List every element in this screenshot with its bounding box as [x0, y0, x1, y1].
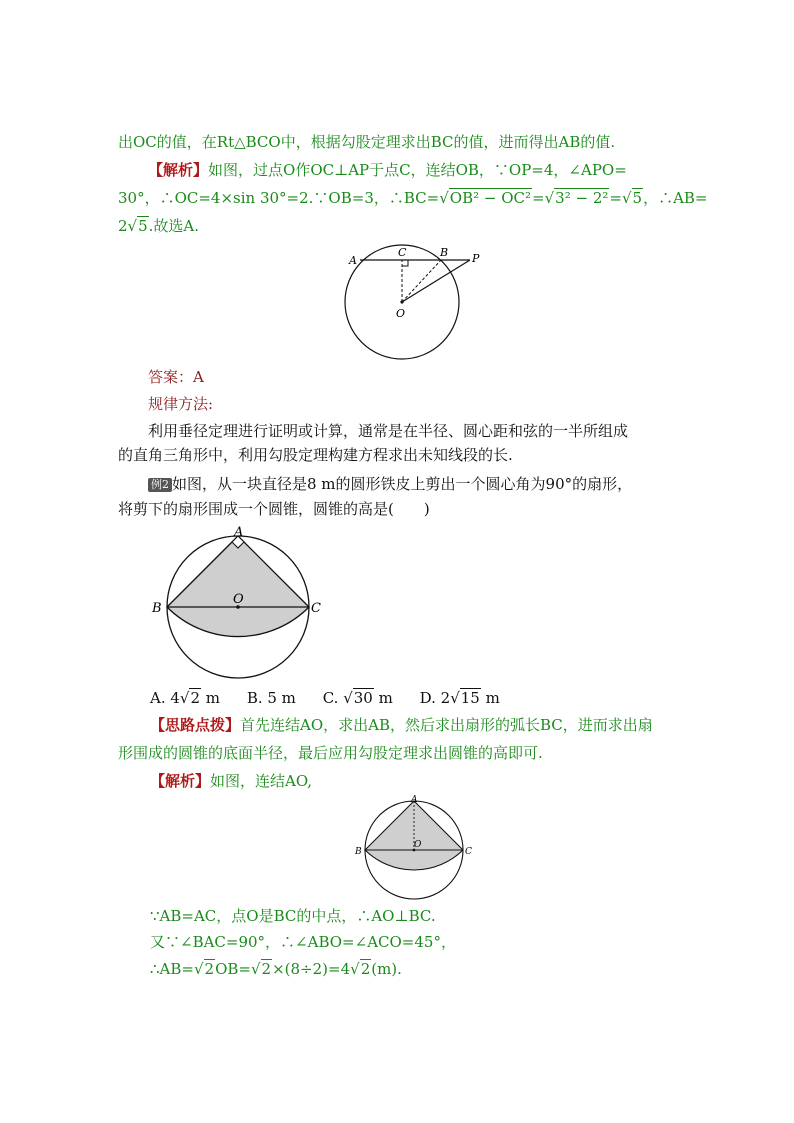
calc-end: ，∴AB=: [643, 189, 708, 207]
proof-3-mid-2: ×(8÷2)=4: [272, 960, 351, 978]
proof-3-mid: OB=: [215, 960, 251, 978]
label-C: C: [398, 246, 407, 259]
option-d-unit: m: [480, 689, 500, 707]
method-line-2: [118, 443, 678, 467]
figure-sector-circle-small: [350, 795, 480, 903]
label-B: B: [440, 246, 449, 259]
hint-text-2: 形围成的圆锥的底面半径，最后应用勾股定理求出圆锥的高即可.: [118, 744, 543, 762]
equals-sign-2: =: [609, 189, 622, 207]
radicand-4: 5: [138, 217, 148, 235]
proof-3-end: (m).: [371, 960, 402, 978]
option-d-text: D. 2: [419, 689, 451, 707]
proof-3-radicand-2: 2: [261, 960, 272, 978]
right-angle-mark: [402, 260, 408, 266]
option-a-unit: m: [201, 689, 221, 707]
option-c-radicand: 30: [353, 689, 373, 707]
figure-circle-chord: [340, 240, 490, 362]
label-A: A: [234, 525, 244, 540]
solution-text: 如图，过点O作OC⊥AP于点C，连结OB，∵OP=4，∠APO=: [208, 161, 627, 179]
solution2-tag: 【解析】: [150, 772, 211, 790]
proof-3-radicand-3: 2: [360, 960, 371, 978]
radicand-2: 3² − 2²: [555, 189, 609, 207]
continuation-text: 出OC的值，在Rt△BCO中，根据勾股定理求出BC的值，进而得出AB的值.: [118, 133, 616, 151]
solution-line-1: [148, 158, 678, 182]
text-line-1: [118, 130, 678, 154]
example2-text-1: 如图，从一块直径是8 m的圆形铁皮上剪出一个圆心角为90°的扇形，: [172, 475, 633, 493]
proof-text-2: 又∵∠BAC=90°，∴∠ABO=∠ACO=45°，: [150, 933, 456, 951]
option-d: D. 2√15 m: [419, 689, 500, 707]
choose-text: .故选A.: [148, 217, 200, 235]
option-a: A. 4√2 m: [150, 689, 221, 707]
method-line-1: [148, 419, 678, 443]
figure-sector-circle: [148, 523, 328, 683]
option-a-text: A. 4: [150, 689, 180, 707]
proof-3-pre: ∴AB=: [150, 960, 194, 978]
solution2-text: 如图，连结AO,: [210, 772, 313, 790]
method-title: 规律方法:: [148, 395, 214, 413]
proof-line-3: ∴AB=√2OB=√2×(8÷2)=4√2(m).: [150, 960, 402, 978]
label-O: O: [396, 307, 406, 320]
proof-line-2: [150, 930, 710, 954]
label-O: O: [233, 592, 244, 607]
label-B: B: [355, 847, 362, 857]
hint-text-1: 首先连结AO，求出AB，然后求出扇形的弧长BC，进而求出扇: [240, 716, 653, 734]
label-A: A: [411, 795, 418, 805]
answer-text: 答案：A: [148, 368, 204, 386]
example2-text-2: 将剪下的扇形围成一个圆锥，圆锥的高是( ): [118, 500, 430, 518]
option-a-radicand: 2: [190, 689, 201, 707]
option-b: B. 5 m: [246, 689, 296, 707]
center-dot: [400, 300, 403, 303]
method-title-line: [148, 392, 708, 416]
hint-line-1: [150, 713, 678, 737]
proof-line-1: [150, 904, 710, 928]
option-c-unit: m: [373, 689, 393, 707]
radicand-1: OB² − OC²: [449, 189, 532, 207]
method-text-2: 的直角三角形中，利用勾股定理构建方程求出未知线段的长.: [118, 446, 513, 464]
proof-text-1: ∵AB=AC，点O是BC的中点，∴AO⊥BC.: [150, 907, 436, 925]
proof-3-radicand-1: 2: [204, 960, 215, 978]
hint-tag: 【思路点拨】: [150, 716, 241, 734]
radicand-3: 5: [632, 189, 643, 207]
label-C: C: [465, 847, 472, 857]
label-A: A: [349, 254, 357, 267]
solution2-line: [150, 769, 710, 793]
solution-tag: 【解析】: [148, 161, 209, 179]
label-C: C: [311, 601, 321, 616]
example-badge: 例2: [148, 478, 172, 492]
option-d-radicand: 15: [460, 689, 480, 707]
hint-line-2: [118, 741, 678, 765]
method-text-1: 利用垂径定理进行证明或计算，通常是在半径、圆心距和弦的一半所组成: [148, 422, 629, 440]
segment-OP: [402, 260, 470, 302]
options-line: [150, 686, 550, 710]
equals-sign: =: [532, 189, 545, 207]
answer-line: [148, 365, 708, 389]
solution-line-3: 2√5.故选A.: [118, 217, 200, 235]
option-c-text: C.: [322, 689, 344, 707]
option-c: C. √30 m: [322, 689, 393, 707]
coef: 2: [118, 217, 128, 235]
example2-line-1: [148, 472, 678, 496]
label-P: P: [472, 252, 480, 265]
example2-line-2: [118, 497, 678, 521]
solution-line-2: 30°，∴OC=4×sin 30°=2.∵OB=3，∴BC=√OB² − OC²=√3² − 2²=√5，∴AB=: [118, 189, 708, 207]
label-B: B: [152, 601, 162, 616]
label-O: O: [414, 840, 422, 850]
calc-text: 30°，∴OC=4×sin 30°=2.∵OB=3，∴BC=: [118, 189, 440, 207]
